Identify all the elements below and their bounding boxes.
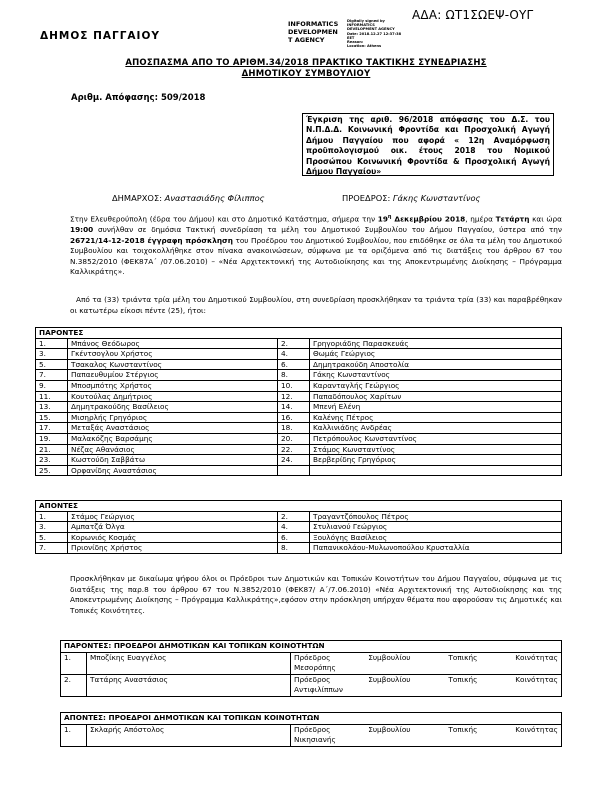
member-name: Δημητρακούδη Αποστολία xyxy=(310,359,562,370)
intro-month: Δεκεμβρίου 2018 xyxy=(391,214,466,224)
president-number: 2. xyxy=(61,674,87,696)
table-row xyxy=(61,652,562,674)
president-role xyxy=(291,652,562,674)
member-number: 5. xyxy=(36,532,68,543)
member-name: Στάμος Γεώργιος xyxy=(68,511,278,522)
member-number: 1. xyxy=(36,511,68,522)
member-number: 8. xyxy=(278,543,310,554)
informatics-line: T AGENCY xyxy=(288,36,325,44)
member-number: 1. xyxy=(36,338,68,349)
table-header-row xyxy=(61,713,562,725)
member-name: Γρηγοριάδης Παρασκευάς xyxy=(310,338,562,349)
member-number: 19. xyxy=(36,433,68,444)
table-row xyxy=(36,444,562,455)
president-name: Γάκης Κωνσταντίνος xyxy=(392,193,481,203)
member-name: Μεταξάς Αναστάσιος xyxy=(68,423,278,434)
member-number: 25. xyxy=(36,465,68,476)
member-number: 8. xyxy=(278,370,310,381)
table-row xyxy=(36,370,562,381)
member-number: 5. xyxy=(36,359,68,370)
member-name: Ορφανίδης Αναστάσιος xyxy=(68,465,278,476)
role-line xyxy=(294,725,558,736)
table-row xyxy=(36,465,562,476)
intro-day: 19 xyxy=(377,214,388,224)
member-name: Μισηρλής Γρηγόριος xyxy=(68,412,278,423)
member-name: Στυλιανού Γεώργιος xyxy=(310,522,562,533)
table-header: ΑΠΟΝΤΕΣ xyxy=(36,501,562,512)
member-number: 6. xyxy=(278,532,310,543)
member-name: Αμπατζά Όλγα xyxy=(68,522,278,533)
member-number: 10. xyxy=(278,380,310,391)
member-number: 18. xyxy=(278,423,310,434)
table-header-row xyxy=(61,641,562,653)
member-name: Πετρόπουλος Κωνσταντίνος xyxy=(310,433,562,444)
member-name: Μποσμπότης Χρήστος xyxy=(68,380,278,391)
table-row xyxy=(36,338,562,349)
member-name: Στάμος Κωνσταντίνος xyxy=(310,444,562,455)
role-word: Πρόεδρος xyxy=(294,724,331,734)
intro-time: 19:00 xyxy=(70,225,94,235)
community-name: Μεσορόπης xyxy=(294,663,336,672)
mayor xyxy=(112,193,265,203)
role-word: Συμβουλίου xyxy=(368,674,411,684)
document-title: ΑΠΟΣΠΑΣΜΑ ΑΠΟ ΤΟ ΑΡΙΘΜ.34/2018 ΠΡΑΚΤΙΚΟ ΤΑΚΤΙΚΗΣ ΣΥΝΕΔΡΙΑΣΗΣ xyxy=(125,58,487,68)
member-name xyxy=(310,465,562,476)
table-row xyxy=(61,674,562,696)
member-number: 15. xyxy=(36,412,68,423)
table-row xyxy=(36,433,562,444)
table-row xyxy=(36,455,562,466)
table-header-row xyxy=(36,328,562,339)
member-name: Τσακαλος Κωνσταντίνος xyxy=(68,359,278,370)
subject-box: Έγκριση της αριθ. 96/2018 απόφασης του Δ.Σ. του Ν.Π.Δ.Δ. Κοινωνική Φροντίδα και Προσχολική Αγωγή Δήμου Παγγαίου που αφορά « 12η Αναμόρφωση προϋπολογισμού οικ. έτους 2018 του Νομικού Προσώπου Κοινωνική Φροντίδα & Προσχολική Αγωγή Δήμου Παγγαίου» xyxy=(302,113,554,176)
president-number: 1. xyxy=(61,724,87,746)
informatics-agency xyxy=(288,20,338,44)
member-name: Γκέντσογλου Χρήστος xyxy=(68,349,278,360)
table-header: ΠΑΡΟΝΤΕΣ: ΠΡΟΕΔΡΟΙ ΔΗΜΟΤΙΚΩΝ ΚΑΙ ΤΟΠΙΚΩΝ ΚΟΙΝΟΤΗΤΩΝ xyxy=(61,641,562,653)
informatics-line: INFORMATICS xyxy=(288,20,339,28)
president-label: ΠΡΟΕΔΡΟΣ: xyxy=(342,193,391,203)
role-word: Κοινότητας xyxy=(515,724,558,734)
community-name: Αντιφιλίππων xyxy=(294,685,343,694)
table-row xyxy=(36,543,562,554)
member-name: Κορωνιός Κοσμάς xyxy=(68,532,278,543)
table-header: ΠΑΡΟΝΤΕΣ xyxy=(36,328,562,339)
table-row xyxy=(36,349,562,360)
presidents-present-table xyxy=(60,640,562,697)
member-number: 23. xyxy=(36,455,68,466)
member-number: 3. xyxy=(36,349,68,360)
role-word: Πρόεδρος xyxy=(294,674,331,684)
member-number: 9. xyxy=(36,380,68,391)
quorum-paragraph: Από τα (33) τριάντα τρία μέλη του Δημοτικού Συμβουλίου, στη συνεδρίαση προσκλήθηκαν τα τριάντα τρία (33) και παραβρέθηκαν οι κατωτέρω είκοσι πέντε (25), ήτοι: xyxy=(70,295,562,315)
member-name: Δημητρακούδης Βασίλειος xyxy=(68,402,278,413)
table-row xyxy=(36,402,562,413)
member-number: 20. xyxy=(278,433,310,444)
signature-line: Location: Athens xyxy=(347,44,382,49)
member-name: Γάκης Κωνσταντίνος xyxy=(310,370,562,381)
president-name: Σκλαρής Απόστολος xyxy=(87,724,291,746)
role-word: Τοπικής xyxy=(448,652,478,662)
member-number: 22. xyxy=(278,444,310,455)
member-number: 13. xyxy=(36,402,68,413)
role-word: Κοινότητας xyxy=(515,652,558,662)
role-line xyxy=(294,675,558,686)
table-row xyxy=(36,423,562,434)
member-name: Μπάνος Θεόδωρος xyxy=(68,338,278,349)
member-name: Κουτούλας Δημήτριος xyxy=(68,391,278,402)
role-word: Συμβουλίου xyxy=(368,724,411,734)
intro-day-suffix: η xyxy=(387,214,392,220)
member-name: Πριονίδης Χρήστος xyxy=(68,543,278,554)
municipality-name: ΔΗΜΟΣ ΠΑΓΓΑΙΟΥ xyxy=(40,30,160,42)
member-name: Κωστούδη Σαββάτω xyxy=(68,455,278,466)
member-number: 4. xyxy=(278,349,310,360)
member-number: 2. xyxy=(278,338,310,349)
member-number: 2. xyxy=(278,511,310,522)
member-name: Μπενή Ελένη xyxy=(310,402,562,413)
member-name: Θωμάς Γεώργιος xyxy=(310,349,562,360)
member-number: 17. xyxy=(36,423,68,434)
intro-text: , ημέρα xyxy=(465,214,496,224)
member-number: 24. xyxy=(278,455,310,466)
digital-signature xyxy=(347,19,417,48)
president-role xyxy=(291,724,562,746)
table-header: ΑΠΟΝΤΕΣ: ΠΡΟΕΔΡΟΙ ΔΗΜΟΤΙΚΩΝ ΚΑΙ ΤΟΠΙΚΩΝ ΚΟΙΝΟΤΗΤΩΝ xyxy=(61,713,562,725)
member-name: Καλλινιάδης Ανδρέας xyxy=(310,423,562,434)
intro-text: και ώρα xyxy=(529,214,562,224)
mayor-label: ΔΗΜΑΡΧΟΣ: xyxy=(112,193,163,203)
member-name: Παπαδόπουλος Χαρίτων xyxy=(310,391,562,402)
signature-line: INFORMATICS xyxy=(347,23,375,28)
member-name: Καρανταγλής Γεώργιος xyxy=(310,380,562,391)
ada-code: ΑΔΑ: ΩΤ1ΣΩΕΨ-ΟΥΓ xyxy=(412,8,534,22)
intro-invitation: 26721/14-12-2018 έγγραφη πρόσκληση xyxy=(70,235,233,245)
table-row xyxy=(36,380,562,391)
role-word: Πρόεδρος xyxy=(294,652,331,662)
signature-line: DEVELOPMENT AGENCY xyxy=(347,27,395,32)
member-number xyxy=(278,465,310,476)
role-word: Τοπικής xyxy=(448,674,478,684)
role-word: Κοινότητας xyxy=(515,674,558,684)
table-row xyxy=(36,391,562,402)
intro-weekday: Τετάρτη xyxy=(495,214,530,224)
presidents-absent-table xyxy=(60,712,562,747)
council-president xyxy=(342,193,480,203)
member-number: 7. xyxy=(36,370,68,381)
role-line xyxy=(294,653,558,664)
document-subtitle: ΔΗΜΟΤΙΚΟΥ ΣΥΜΒΟΥΛΙΟΥ xyxy=(241,69,371,79)
decision-number: Αριθμ. Απόφασης: 509/2018 xyxy=(71,93,206,103)
absent-members-table xyxy=(35,500,562,554)
table-row xyxy=(61,724,562,746)
community-name: Νικησιανής xyxy=(294,735,336,744)
president-name: Μποζίκης Ευαγγέλος xyxy=(87,652,291,674)
role-word: Τοπικής xyxy=(448,724,478,734)
signature-line: Digitally signed by xyxy=(347,19,385,23)
intro-text: Στην Ελευθερούπολη (έδρα του Δήμου) και στο Δημοτικό Κατάστημα, σήμερα την xyxy=(70,214,378,224)
member-name: Παπαευθυμίου Στέργιος xyxy=(68,370,278,381)
member-number: 3. xyxy=(36,522,68,533)
member-name: Παπανικολάου-Μυλωνοπούλου Κρυσταλλία xyxy=(310,543,562,554)
member-number: 14. xyxy=(278,402,310,413)
member-number: 16. xyxy=(278,412,310,423)
presidents-paragraph: Προσκλήθηκαν με δικαίωμα ψήφου όλοι οι Πρόεδροι των Δημοτικών και Τοπικών Κοινοτήτων του Δήμου Παγγαίου, σύμφωνα με τις διατάξεις της παρ.8 του άρθρου 67 του Ν.3852/2010 (ΦΕΚ87/ Α΄/7.06.2010) «Νέα Αρχιτεκτονική της Αυτοδιοίκησης και της Αποκεντρωμένης Διοίκησης – Πρόγραμμα Καλλικράτης»,εφόσον στην πρόσκληση υπήρχαν θέματα που αφορούσαν τις Δημοτικές και Τοπικές Κοινότητες. xyxy=(70,574,562,615)
mayor-name: Αναστασιάδης Φίλιππος xyxy=(164,193,265,203)
member-number: 21. xyxy=(36,444,68,455)
table-header-row xyxy=(36,501,562,512)
intro-text: συνήλθαν σε δημόσια Τακτική συνεδρίαση τα μέλη του Δημοτικού Συμβουλίου του Δήμου Παγγαίου, ύστερα από την xyxy=(93,225,562,235)
member-number: 11. xyxy=(36,391,68,402)
member-name: Τραγαντζόπουλος Πέτρος xyxy=(310,511,562,522)
president-role xyxy=(291,674,562,696)
role-word: Συμβουλίου xyxy=(368,652,411,662)
table-row xyxy=(36,359,562,370)
intro-paragraph xyxy=(70,212,562,278)
present-members-table xyxy=(35,327,562,476)
president-number: 1. xyxy=(61,652,87,674)
president-name: Τατάρης Αναστάσιος xyxy=(87,674,291,696)
member-number: 12. xyxy=(278,391,310,402)
informatics-line: DEVELOPMEN xyxy=(288,28,338,36)
member-name: Καλένης Πέτρος xyxy=(310,412,562,423)
member-name: Νέζας Αθανάσιος xyxy=(68,444,278,455)
table-row xyxy=(36,532,562,543)
signature-line: Reason: xyxy=(347,40,364,45)
member-number: 4. xyxy=(278,522,310,533)
signature-line: Date: 2018.12.27 12:37:38 xyxy=(347,31,402,36)
table-row xyxy=(36,412,562,423)
table-row xyxy=(36,511,562,522)
member-name: Μαλακόζης Βαρσάμης xyxy=(68,433,278,444)
member-name: Βερβερίδης Γρηγόριος xyxy=(310,455,562,466)
member-number: 7. xyxy=(36,543,68,554)
signature-line: EET xyxy=(347,35,355,40)
table-row xyxy=(36,522,562,533)
member-number: 6. xyxy=(278,359,310,370)
member-name: Ξουλόγης Βασίλειος xyxy=(310,532,562,543)
intro-text: του Προέδρου του Δημοτικού Συμβουλίου, που επιδόθηκε σε όλα τα μέλη του Δημοτικού Συμβουλίου και τοιχοκολλήθηκε στον πίνακα ανακοινώσεων, σύμφωνα με τα οριζόμενα από τις διατάξεις του άρθρου 67 του Ν.3852/2010 (ΦΕΚ87Α΄ /07.06.2010) – «Νέα Αρχιτεκτονική της Αυτοδιοίκησης και της Αποκεντρωμένης Διοίκησης – Πρόγραμμα Καλλικράτης». xyxy=(70,235,562,277)
